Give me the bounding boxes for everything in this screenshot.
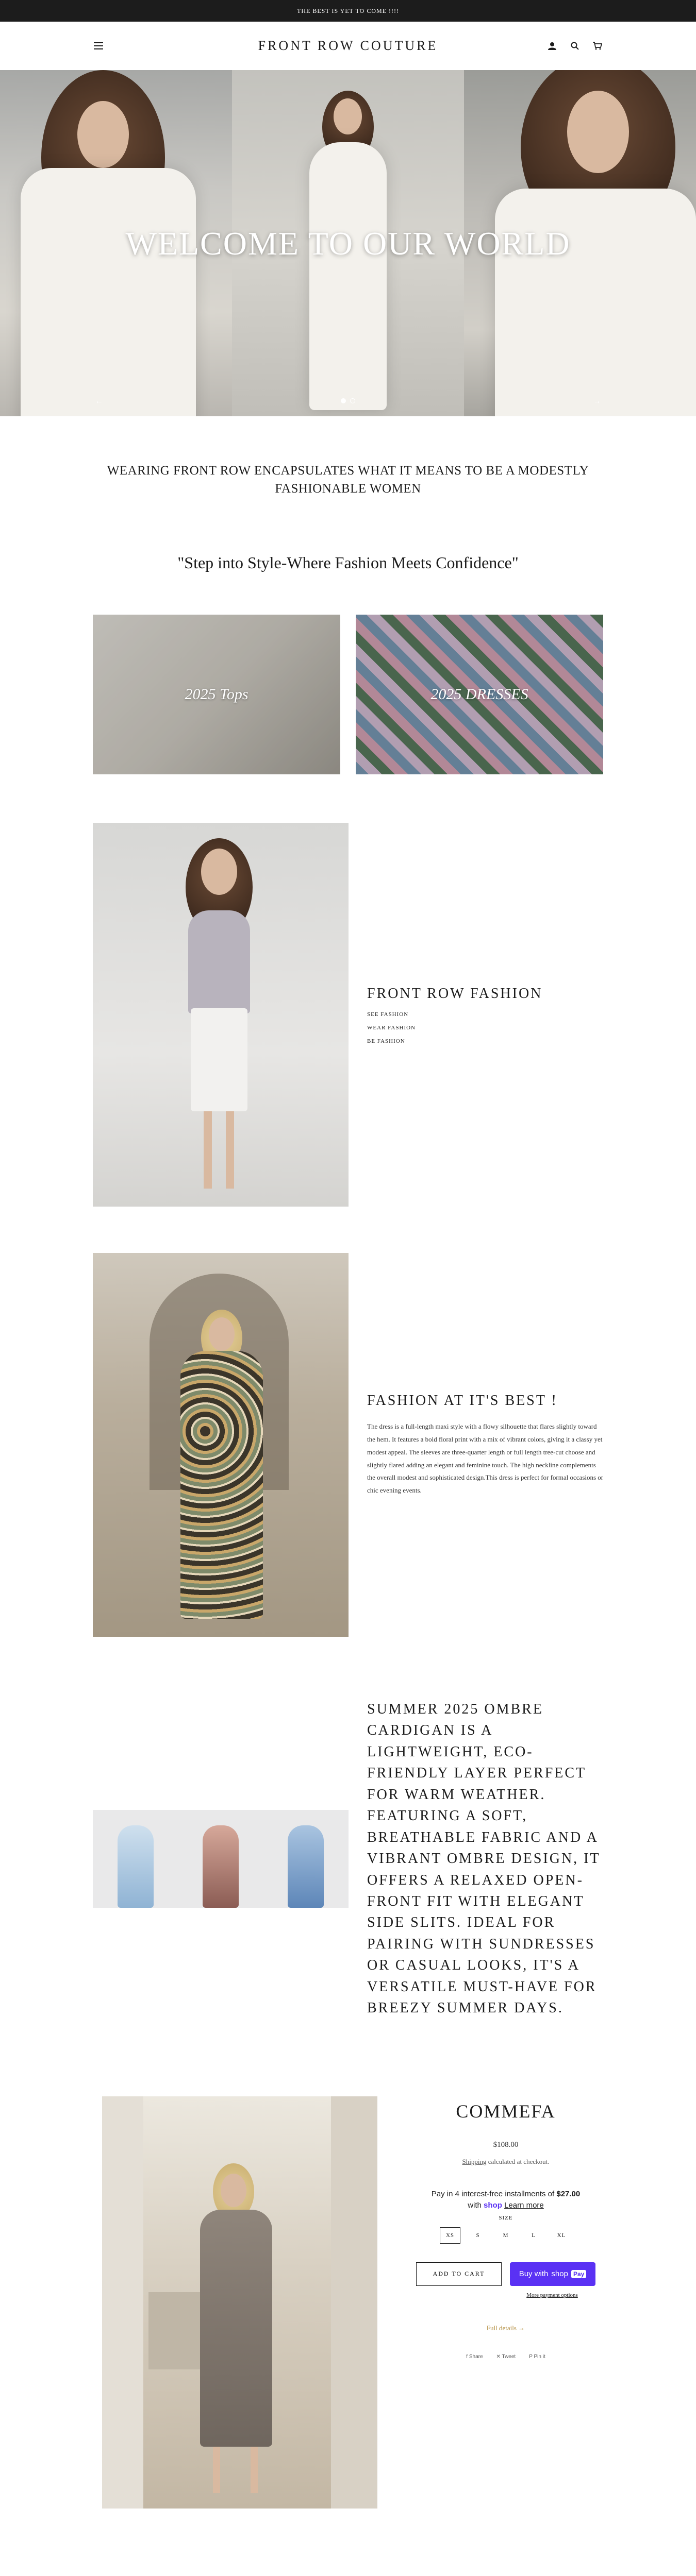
feature-image-studio bbox=[93, 823, 349, 1207]
hero-dot-2[interactable] bbox=[350, 398, 355, 403]
full-details-link[interactable]: Full details → bbox=[486, 2324, 525, 2332]
share-twitter-button[interactable]: ✕ Tweet bbox=[496, 2353, 516, 2360]
feature-text bbox=[349, 1699, 609, 2019]
hero-slideshow bbox=[0, 70, 696, 416]
intro-heading: WEARING FRONT ROW ENCAPSULATES WHAT IT MEANS TO BE A MODESTLY FASHIONABLE WOMEN bbox=[107, 464, 589, 496]
brand-logo[interactable]: FRONT ROW COUTURE bbox=[258, 38, 438, 53]
more-payment-options-link[interactable]: More payment options bbox=[526, 2292, 578, 2298]
size-option[interactable]: L bbox=[532, 2232, 536, 2239]
header-icons bbox=[546, 40, 603, 52]
size-option[interactable]: M bbox=[503, 2232, 509, 2239]
product-price: $108.00 bbox=[493, 2140, 519, 2149]
add-to-cart-button[interactable]: ADD TO CART bbox=[416, 2262, 502, 2286]
collection-grid bbox=[0, 615, 696, 774]
feature-link-wear[interactable]: WEAR FASHION bbox=[367, 1024, 416, 1031]
feature-image-cardigan-trio bbox=[93, 1810, 349, 1908]
collection-card-tops[interactable] bbox=[93, 615, 340, 774]
announcement-bar bbox=[0, 0, 696, 22]
collection-label: 2025 Tops bbox=[185, 686, 248, 703]
feature-fashion-at-its-best bbox=[0, 1253, 696, 1637]
installments-note: Pay in 4 interest-free installments of $27.00 with shop Learn more bbox=[431, 2189, 581, 2210]
shipping-link[interactable]: Shipping bbox=[462, 2157, 487, 2165]
feature-links bbox=[367, 1011, 603, 1044]
intro-section bbox=[0, 416, 696, 572]
product-info bbox=[377, 2096, 603, 2509]
hero-next-arrow-icon[interactable]: → bbox=[593, 398, 601, 405]
intro-quote: "Step into Style-Where Fashion Meets Confidence" bbox=[177, 553, 519, 572]
collection-label: 2025 DRESSES bbox=[430, 686, 528, 703]
share-pinterest-button[interactable]: P Pin it bbox=[529, 2353, 545, 2360]
size-option[interactable]: XS bbox=[440, 2227, 460, 2244]
feature-title: FASHION AT IT'S BEST ! bbox=[367, 1393, 558, 1409]
search-icon[interactable] bbox=[569, 40, 581, 52]
feature-text bbox=[349, 986, 603, 1044]
collection-card-dresses[interactable] bbox=[356, 615, 603, 774]
feature-title: FRONT ROW FASHION bbox=[367, 985, 543, 1002]
learn-more-link[interactable]: Learn more bbox=[504, 2201, 544, 2210]
size-label: SIZE bbox=[499, 2214, 513, 2221]
product-title: COMMEFA bbox=[456, 2100, 556, 2122]
feature-link-be[interactable]: BE FASHION bbox=[367, 1038, 405, 1044]
product-image[interactable] bbox=[102, 2096, 377, 2509]
share-facebook-button[interactable]: f Share bbox=[466, 2353, 483, 2360]
product-actions bbox=[408, 2262, 603, 2286]
hamburger-icon[interactable] bbox=[93, 40, 104, 52]
hero-dot-1[interactable] bbox=[341, 398, 346, 403]
site-header bbox=[0, 22, 696, 70]
user-icon[interactable] bbox=[546, 40, 558, 52]
feature-text bbox=[349, 1393, 604, 1497]
announcement-text: THE BEST IS YET TO COME !!!! bbox=[297, 7, 399, 14]
size-option[interactable]: XL bbox=[557, 2232, 566, 2239]
feature-image-floral-dress bbox=[93, 1253, 349, 1637]
feature-description: The dress is a full-length maxi style with a flowy silhouette that flares slightly toward the hem. It features a bold floral print with a mix of vibrant colors, giving it a classy yet modest appeal. The sleeves are three-quarter length or full length tree-cut choose and slightly flared adding an elegant and feminine touch. The high neckline complements the overall modest and sophisticated design.This dress is perfect for formal occasions or chic evening events. bbox=[367, 1422, 604, 1494]
feature-cardigan-copy: SUMMER 2025 OMBRE CARDIGAN IS A LIGHTWEIGHT, ECO-FRIENDLY LAYER PERFECT FOR WARM WEATHER. FEATURING A SOFT, BREATHABLE FABRIC AND A VIBRANT OMBRE DESIGN, IT OFFERS A RELAXED OPEN-FRONT FIT WITH ELEGANT SIDE SLITS. IDEAL FOR PAIRING WITH SUNDRESSES OR CASUAL LOOKS, IT'S A VERSATILE MUST-HAVE FOR BREEZY SUMMER DAYS. bbox=[367, 1701, 601, 2016]
hero-prev-arrow-icon[interactable]: ← bbox=[95, 398, 103, 405]
size-option[interactable]: S bbox=[476, 2232, 480, 2239]
product-commefa bbox=[0, 2096, 696, 2509]
size-selector bbox=[408, 2227, 603, 2244]
shipping-note: Shipping calculated at checkout. bbox=[462, 2157, 550, 2165]
cart-icon[interactable] bbox=[592, 40, 603, 52]
feature-front-row-fashion bbox=[0, 823, 696, 1207]
hero-title: WELCOME TO OUR WORLD bbox=[125, 225, 571, 262]
shop-pay-logo: shop bbox=[484, 2201, 502, 2210]
feature-ombre-cardigan bbox=[0, 1699, 696, 2019]
buy-with-shop-pay-button[interactable]: Buy with shop Pay bbox=[510, 2262, 595, 2286]
hero-dots bbox=[0, 398, 696, 403]
share-links bbox=[408, 2354, 603, 2360]
feature-link-see[interactable]: SEE FASHION bbox=[367, 1011, 409, 1018]
